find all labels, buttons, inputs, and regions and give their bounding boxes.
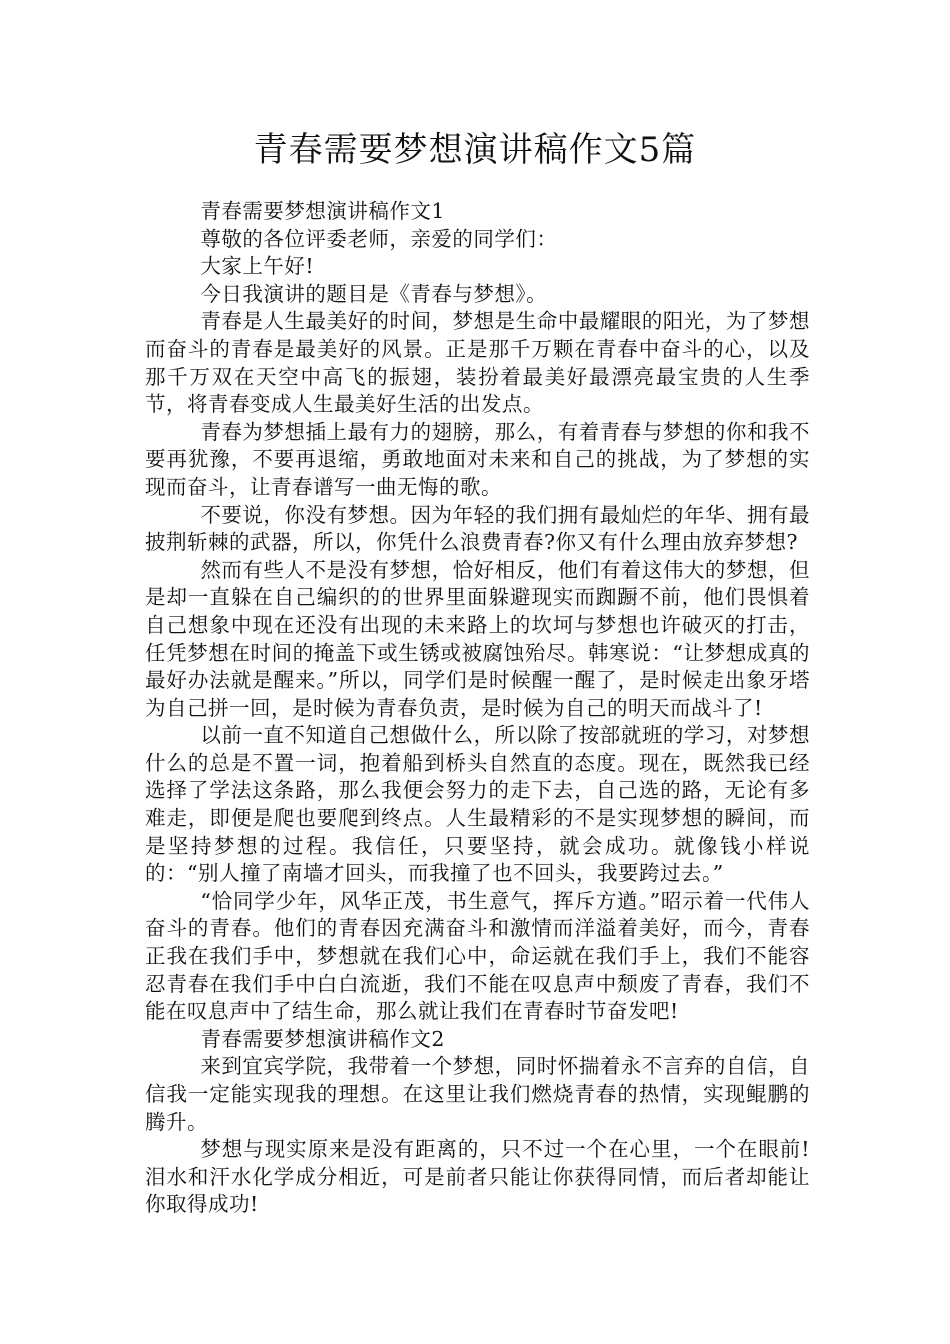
section-heading-2: 青春需要梦想演讲稿作文2 — [200, 1026, 445, 1051]
section-heading-1: 青春需要梦想演讲稿作文1 — [200, 199, 445, 223]
greeting: 大家上午好! — [200, 254, 315, 279]
body-paragraph: 梦想与现实原来是没有距离的，只不过一个在心里，一个在眼前!泪水和汗水化学成分相近，可是前者只能让你获得同情，而后者却能让你取得成功! — [145, 1137, 810, 1217]
body-paragraph: 来到宜宾学院，我带着一个梦想，同时怀揣着永不言弃的自信，自信我一定能实现我的理想。在这里让我们燃烧青春的热情，实现鲲鹏的腾升。 — [145, 1054, 810, 1134]
body-paragraph: 青春是人生最美好的时间，梦想是生命中最耀眼的阳光，为了梦想而奋斗的青春是最美好的风景。正是那千万颗在青春中奋斗的心，以及那千万双在天空中高飞的振翅，装扮着最美好最漂亮最宝贵的人生季节，将青春变成人生最美好生活的出发点。 — [145, 309, 810, 417]
salutation: 尊敬的各位评委老师，亲爱的同学们： — [200, 226, 558, 251]
body-paragraph: 青春为梦想插上最有力的翅膀，那么，有着青春与梦想的你和我不要再犹豫，不要再退缩，勇敢地面对未来和自己的挑战，为了梦想的实现而奋斗，让青春谱写一曲无悔的歌。 — [145, 419, 810, 499]
document-body — [145, 198, 810, 1219]
body-paragraph: 然而有些人不是没有梦想，恰好相反，他们有着这伟大的梦想，但是却一直躲在自己编织的的世界里面躲避现实而踟蹰不前，他们畏惧着自己想象中现在还没有出现的未来路上的坎坷与梦想也许破灭的打击，任凭梦想在时间的掩盖下或生锈或被腐蚀殆尽。韩寒说：“让梦想成真的最好办法就是醒来。”所以，同学们是时候醒一醒了，是时候走出象牙塔为自己拼一回，是时候为青春负责，是时候为自己的明天而战斗了! — [145, 557, 810, 720]
body-paragraph: 不要说，你没有梦想。因为年轻的我们拥有最灿烂的年华、拥有最披荆斩棘的武器，所以，你凭什么浪费青春?你又有什么理由放弃梦想? — [145, 502, 810, 555]
document-title: 青春需要梦想演讲稿作文5篇 — [253, 130, 697, 170]
topic-line: 今日我演讲的题目是《青春与梦想》。 — [200, 281, 548, 306]
body-paragraph: 以前一直不知道自己想做什么，所以除了按部就班的学习，对梦想什么的总是不置一词，抱着船到桥头自然直的态度。现在，既然我已经选择了学法这条路，那么我便会努力的走下去，自己选的路，无论有多难走，即便是爬也要爬到终点。人生最精彩的不是实现梦想的瞬间，而是坚持梦想的过程。我信任，只要坚持，就会成功。就像钱小样说的：“别人撞了南墙才回头，而我撞了也不回头，我要跨过去。” — [145, 723, 810, 886]
body-paragraph: “恰同学少年，风华正茂，书生意气，挥斥方遒。”昭示着一代伟人奋斗的青春。他们的青春因充满奋斗和激情而洋溢着美好，而今，青春正我在我们手中，梦想就在我们心中，命运就在我们手上，我们不能容忍青春在我们手中白白流逝，我们不能在叹息声中颓废了青春，我们不能在叹息声中了结生命，那么就让我们在青春时节奋发吧! — [145, 888, 810, 1024]
